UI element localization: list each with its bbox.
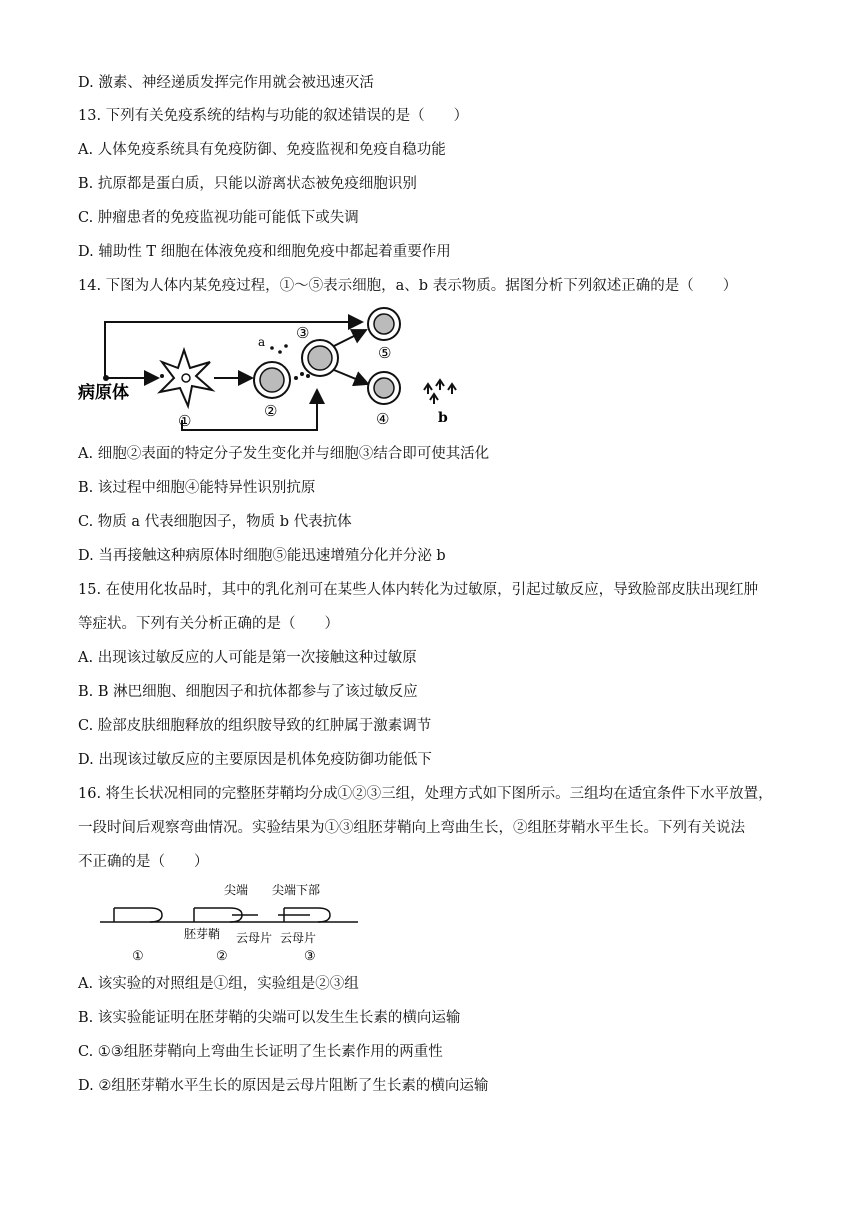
cell-3-icon: [302, 340, 338, 376]
q16-stem-line-3: 不正确的是（ ）: [78, 854, 209, 870]
q15-option-b: B. B 淋巴细胞、细胞因子和抗体都参与了该过敏反应: [78, 684, 418, 700]
label-cell-2: ②: [264, 402, 278, 420]
q14-option-c: C. 物质 a 代表细胞因子，物质 b 代表抗体: [78, 514, 352, 530]
label-b: b: [438, 410, 448, 426]
coleoptile-1-icon: [114, 908, 162, 922]
q16-option-a: A. 该实验的对照组是①组，实验组是②③组: [78, 976, 359, 992]
label-pathogen: 病原体: [78, 383, 129, 403]
label-mica-1: 云母片: [236, 931, 273, 945]
cell-1-dendritic-icon: [160, 350, 212, 406]
q13-option-a: A. 人体免疫系统具有免疫防御、免疫监视和免疫自稳功能: [78, 142, 446, 158]
label-cell-1: ①: [178, 412, 192, 430]
label-cell-3: ③: [296, 324, 310, 342]
q12-option-d: D. 激素、神经递质发挥完作用就会被迅速灭活: [78, 75, 374, 91]
bottom-arrow: [182, 390, 317, 430]
label-group-1: ①: [132, 949, 144, 964]
q13-stem: 13. 下列有关免疫系统的结构与功能的叙述错误的是（ ）: [78, 108, 469, 124]
q16-option-c: C. ①③组胚芽鞘向上弯曲生长证明了生长素作用的两重性: [78, 1044, 443, 1060]
q16-option-b: B. 该实验能证明在胚芽鞘的尖端可以发生生长素的横向运输: [78, 1010, 461, 1026]
label-coleoptile: 胚芽鞘: [184, 927, 221, 941]
q16-coleoptile-figure: [96, 880, 376, 964]
q14-option-a: A. 细胞②表面的特定分子发生变化并与细胞③结合即可使其活化: [78, 446, 490, 462]
q14-option-d: D. 当再接触这种病原体时细胞⑤能迅速增殖分化并分泌 b: [78, 548, 446, 564]
q16-stem-line-1: 16. 将生长状况相同的完整胚芽鞘均分成①②③三组，处理方式如下图所示。三组均在适宜条件下水平放置，: [78, 786, 773, 802]
antibody-b-icon: [424, 380, 456, 404]
label-tip: 尖端: [224, 883, 249, 897]
cell-2-icon: [254, 362, 290, 398]
q15-option-d: D. 出现该过敏反应的主要原因是机体免疫防御功能低下: [78, 752, 432, 768]
q13-option-d: D. 辅助性 T 细胞在体液免疫和细胞免疫中都起着重要作用: [78, 244, 451, 260]
q14-option-b: B. 该过程中细胞④能特异性识别抗原: [78, 480, 316, 496]
label-cell-5: ⑤: [378, 344, 392, 362]
q15-stem-line-2: 等症状。下列有关分析正确的是（ ）: [78, 616, 339, 632]
q15-option-a: A. 出现该过敏反应的人可能是第一次接触这种过敏原: [78, 650, 417, 666]
q16-option-d: D. ②组胚芽鞘水平生长的原因是云母片阻断了生长素的横向运输: [78, 1078, 489, 1094]
q16-stem-line-2: 一段时间后观察弯曲情况。实验结果为①③组胚芽鞘向上弯曲生长，②组胚芽鞘水平生长。下列有关说法: [78, 820, 745, 836]
q14-stem: 14. 下图为人体内某免疫过程，①～⑤表示细胞，a、b 表示物质。据图分析下列叙述正确的是（ ）: [78, 278, 738, 294]
q14-immune-process-figure: [72, 300, 492, 440]
label-below-tip: 尖端下部: [272, 883, 321, 897]
q15-option-c: C. 脸部皮肤细胞释放的组织胺导致的红肿属于激素调节: [78, 718, 432, 734]
label-group-3: ③: [304, 949, 316, 964]
label-a: a: [258, 335, 266, 349]
label-cell-4: ④: [376, 410, 390, 428]
cell-4-icon: [368, 372, 400, 404]
q13-option-b: B. 抗原都是蛋白质，只能以游离状态被免疫细胞识别: [78, 176, 417, 192]
q13-option-c: C. 肿瘤患者的免疫监视功能可能低下或失调: [78, 210, 359, 226]
q15-stem-line-1: 15. 在使用化妆品时，其中的乳化剂可在某些人体内转化为过敏原，引起过敏反应，导致脸部皮肤出现红肿: [78, 582, 759, 598]
label-mica-2: 云母片: [280, 931, 317, 945]
cell-5-icon: [368, 308, 400, 340]
label-group-2: ②: [216, 949, 228, 964]
